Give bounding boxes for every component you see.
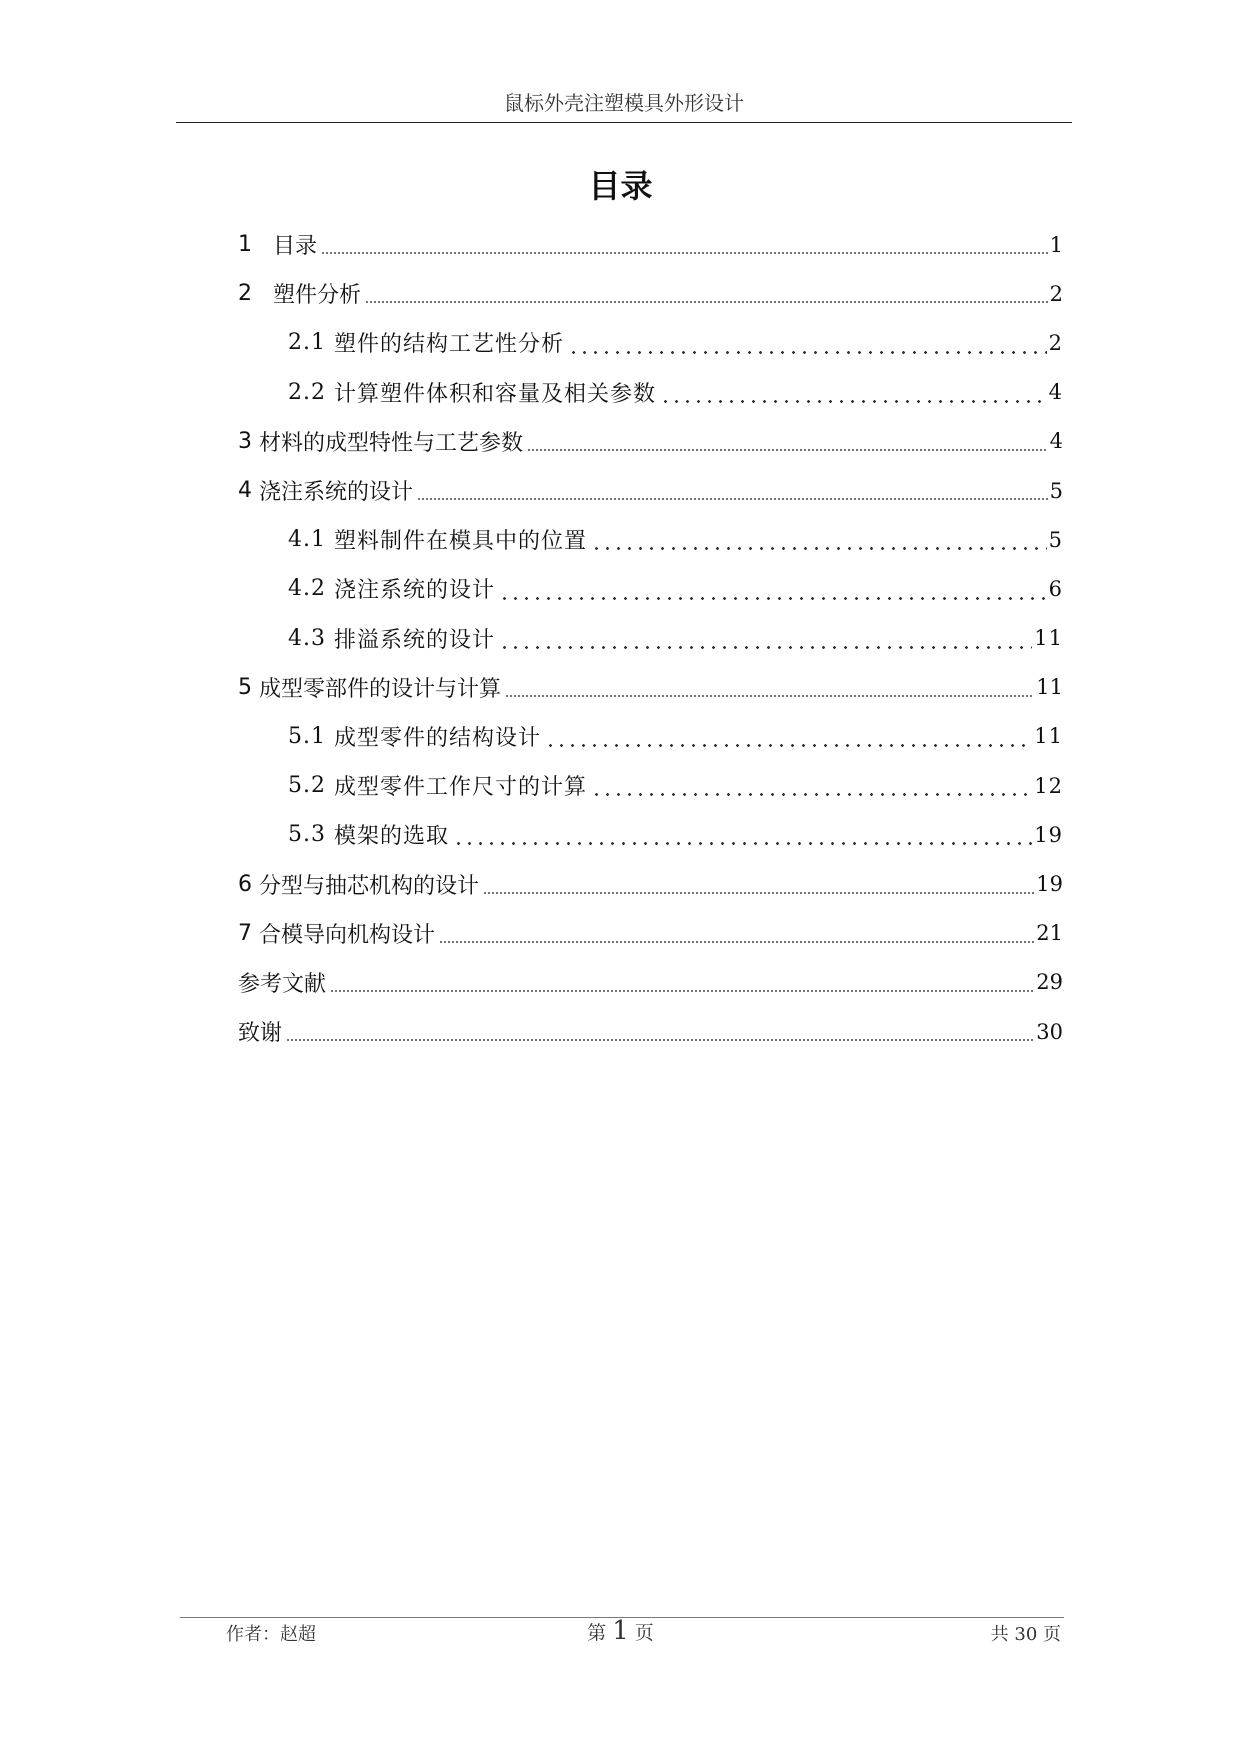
toc-entry-label: 合模导向机构设计 [259,922,436,948]
toc-entry-page: 21 [1036,921,1063,946]
toc-entry-label: 成型零件的结构设计 [333,725,541,751]
toc-entry[interactable] [238,220,1063,269]
toc-entry-label: 致谢 [238,1021,283,1047]
footer-page-prefix: 第 [587,1622,613,1644]
toc-entry-page: 5 [1049,478,1063,503]
toc-entry-number: 4.2 [288,576,334,602]
toc-entry-page: 2 [1048,330,1063,355]
toc-entry-label: 浇注系统的设计 [333,578,495,604]
toc-entry[interactable] [238,466,1063,515]
toc-dot-leader [591,793,1032,796]
toc-entry[interactable] [238,859,1063,908]
toc-entry-page: 4 [1049,429,1063,454]
toc-entry-number: 4 [238,478,259,504]
toc-entry[interactable] [238,663,1063,712]
toc-dot-leader [591,547,1047,550]
toc-entry-number: 5.3 [288,822,334,848]
footer-author: 作者：赵超 [226,1624,316,1645]
toc-entry-number: 2 [238,281,273,307]
toc-dot-leader [527,449,1048,451]
toc-entry-label: 目录 [272,234,317,260]
toc-entry-number: 2.1 [288,330,334,356]
toc-dot-leader [321,252,1048,254]
toc-dot-leader [499,646,1032,649]
toc-entry-page: 11 [1034,626,1063,651]
toc-entry-number: 1 [238,232,273,258]
toc-dot-leader [483,892,1034,894]
toc-dot-leader [505,695,1034,697]
toc-entry-label: 模架的选取 [333,824,449,850]
toc-entry[interactable] [238,712,1063,761]
toc-entry-number: 5.1 [288,723,334,749]
running-header [176,88,1072,123]
toc-entry-number: 3 [238,428,259,454]
table-of-contents [238,220,1063,1056]
footer-total-pages: 共 30 页 [990,1624,1061,1645]
toc-entry-number: 5 [238,674,259,700]
toc-entry[interactable] [238,417,1063,466]
toc-entry-page: 1 [1049,232,1063,257]
toc-entry-label: 计算塑件体积和容量及相关参数 [333,381,656,407]
toc-entry-page: 11 [1034,724,1063,749]
toc-entry-page: 19 [1034,822,1063,847]
toc-entry-page: 2 [1049,281,1063,306]
toc-entry-page: 30 [1036,1019,1063,1044]
toc-dot-leader [568,351,1047,354]
toc-entry-label: 成型零部件的设计与计算 [259,676,502,702]
toc-dot-leader [545,744,1032,747]
footer-page-number: 1 [612,1616,629,1646]
toc-dot-leader [660,400,1047,403]
toc-entry-label: 成型零件工作尺寸的计算 [333,775,587,801]
toc-entry-label: 材料的成型特性与工艺参数 [259,430,524,456]
toc-entry[interactable] [238,1007,1063,1056]
toc-dot-leader [439,941,1034,943]
toc-dot-leader [365,301,1048,303]
toc-entry-number: 5.2 [288,773,334,799]
toc-entry-label: 塑件的结构工艺性分析 [333,332,564,358]
toc-entry-page: 4 [1048,380,1063,405]
toc-entry-number: 4.3 [288,625,334,651]
toc-entry-page: 29 [1036,970,1063,995]
toc-entry-label: 排溢系统的设计 [333,627,495,653]
toc-dot-leader [453,842,1032,845]
toc-entry-number: 4.1 [288,527,334,553]
toc-entry-label: 浇注系统的设计 [259,480,414,506]
toc-entry-page: 11 [1036,675,1063,700]
toc-entry-page: 12 [1034,773,1063,798]
toc-entry-page: 6 [1048,576,1063,601]
toc-dot-leader [286,1039,1034,1041]
toc-entry-number: 2.2 [288,379,334,405]
toc-entry[interactable] [238,810,1063,859]
toc-entry[interactable] [238,909,1063,958]
toc-dot-leader [330,990,1034,992]
toc-entry-label: 分型与抽芯机构的设计 [259,873,480,899]
toc-entry-label: 塑件分析 [272,283,361,309]
toc-entry[interactable] [238,515,1063,564]
toc-entry-number: 6 [238,871,259,897]
toc-entry-label: 塑料制件在模具中的位置 [333,529,587,555]
toc-entry[interactable] [238,269,1063,318]
toc-dot-leader [499,597,1047,600]
toc-entry[interactable] [238,761,1063,810]
toc-entry-page: 19 [1036,872,1063,897]
toc-entry-number: 7 [238,920,259,946]
toc-dot-leader [417,498,1048,500]
toc-entry[interactable] [238,368,1063,417]
toc-entry[interactable] [238,564,1063,613]
page-title: 目录 [588,167,653,205]
toc-entry[interactable] [238,614,1063,663]
toc-entry[interactable] [238,318,1063,367]
toc-entry[interactable] [238,958,1063,1007]
toc-entry-page: 5 [1048,527,1063,552]
toc-entry-label: 参考文献 [238,971,327,997]
header-title: 鼠标外壳注塑模具外形设计 [504,91,744,115]
footer-page-suffix: 页 [628,1622,654,1644]
